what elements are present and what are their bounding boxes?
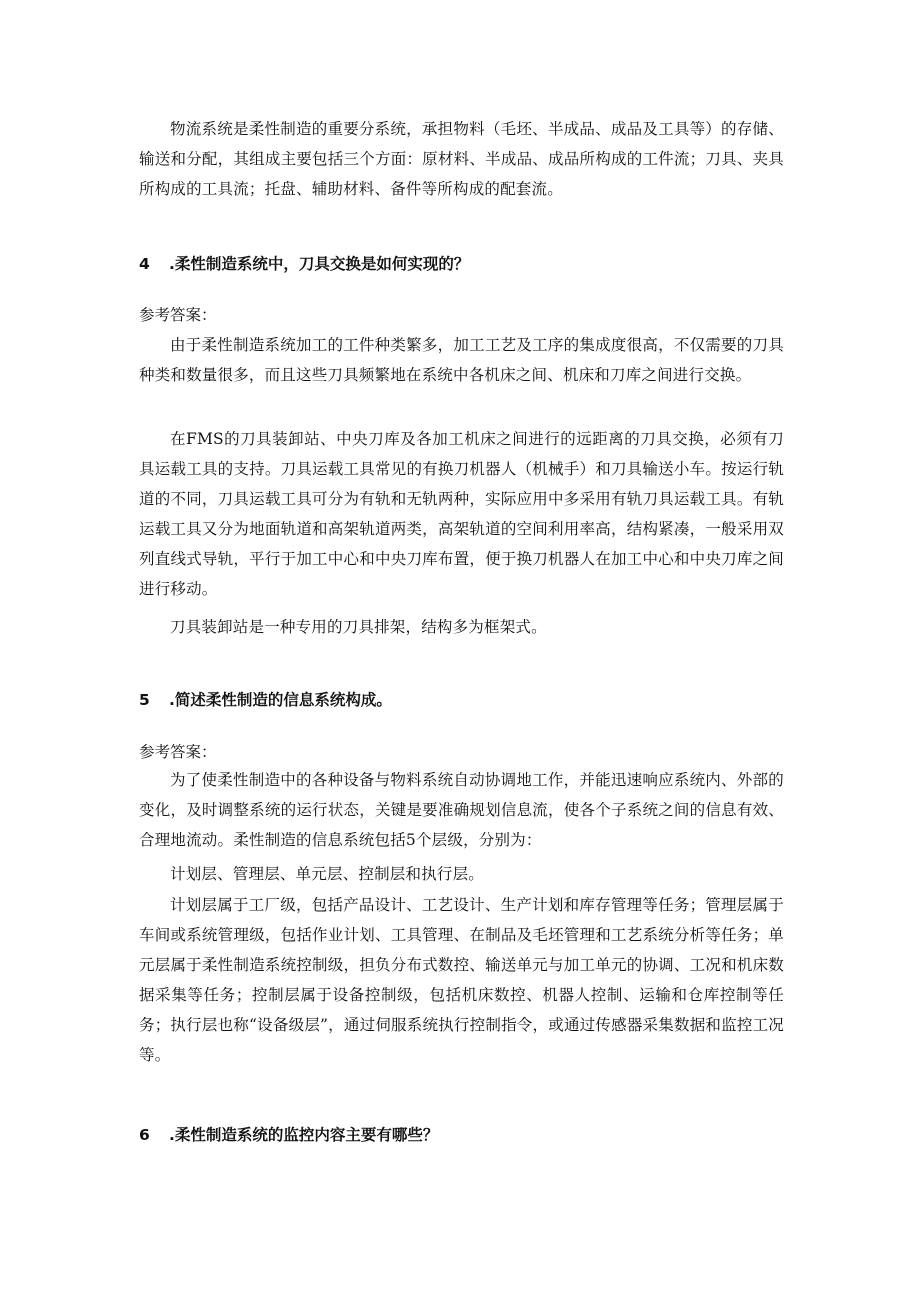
- question-4-answer-paragraph-3: 刀具装卸站是一种专用的刀具排架，结构多为框架式。: [170, 618, 547, 636]
- question-4-answer-label: 参考答案：: [139, 306, 217, 324]
- question-4-number: 4: [139, 255, 150, 273]
- question-6-number: 6: [139, 1126, 150, 1144]
- question-4-answer-paragraph-1: 由于柔性制造系统加工的工件种类繁多，加工工艺及工序的集成度很高，不仅需要的刀具种类和数量很多，而且这些刀具频繁地在系统中各机床之间、机床和刀库之间进行交换。: [139, 336, 784, 384]
- question-5-title: .简述柔性制造的信息系统构成。: [169, 691, 392, 709]
- question-4-title: .柔性制造系统中，刀具交换是如何实现的？: [169, 255, 470, 273]
- question-5-heading: [139, 688, 784, 712]
- question-5-number: 5: [139, 691, 150, 709]
- intro-paragraph: 物流系统是柔性制造的重要分系统，承担物料（毛坯、半成品、成品及工具等）的存储、输送和分配，其组成主要包括三个方面：原材料、半成品、成品所构成的工件流；刀具、夹具所构成的工具流；托盘、辅助材料、备件等所构成的配套流。: [139, 120, 784, 198]
- question-5-answer-paragraph-3: 计划层属于工厂级，包括产品设计、工艺设计、生产计划和库存管理等任务；管理层属于车间或系统管理级，包括作业计划、工具管理、在制品及毛坯管理和工艺系统分析等任务；单元层属于柔性制造系统控制级，担负分布式数控、输送单元与加工单元的协调、工况和机床数据采集等任务；控制层属于设备控制级，包括机床数控、机器人控制、运输和仓库控制等任务；执行层也称“设备级层”，通过伺服系统执行控制指令，或通过传感器采集数据和监控工况等。: [139, 896, 784, 1064]
- question-6-title: .柔性制造系统的监控内容主要有哪些？: [169, 1126, 439, 1144]
- question-4-heading: [139, 252, 784, 276]
- question-5-answer-paragraph-2: 计划层、管理层、单元层、控制层和执行层。: [170, 865, 485, 883]
- question-6-heading: [139, 1123, 784, 1147]
- question-5-answer-label: 参考答案：: [139, 743, 217, 761]
- question-5-answer-paragraph-1: 为了使柔性制造中的各种设备与物料系统自动协调地工作，并能迅速响应系统内、外部的变化，及时调整系统的运行状态，关键是要准确规划信息流，使各个子系统之间的信息有效、合理地流动。柔性制造的信息系统包括5个层级，分别为：: [139, 771, 784, 849]
- question-4-answer-paragraph-2: 在FMS的刀具装卸站、中央刀库及各加工机床之间进行的远距离的刀具交换，必须有刀具运载工具的支持。刀具运载工具常见的有换刀机器人（机械手）和刀具输送小车。按运行轨道的不同，刀具运载工具可分为有轨和无轨两种，实际应用中多采用有轨刀具运载工具。有轨运载工具又分为地面轨道和高架轨道两类，高架轨道的空间利用率高，结构紧凑，一般采用双列直线式导轨，平行于加工中心和中央刀库布置，便于换刀机器人在加工中心和中央刀库之间进行移动。: [139, 430, 784, 598]
